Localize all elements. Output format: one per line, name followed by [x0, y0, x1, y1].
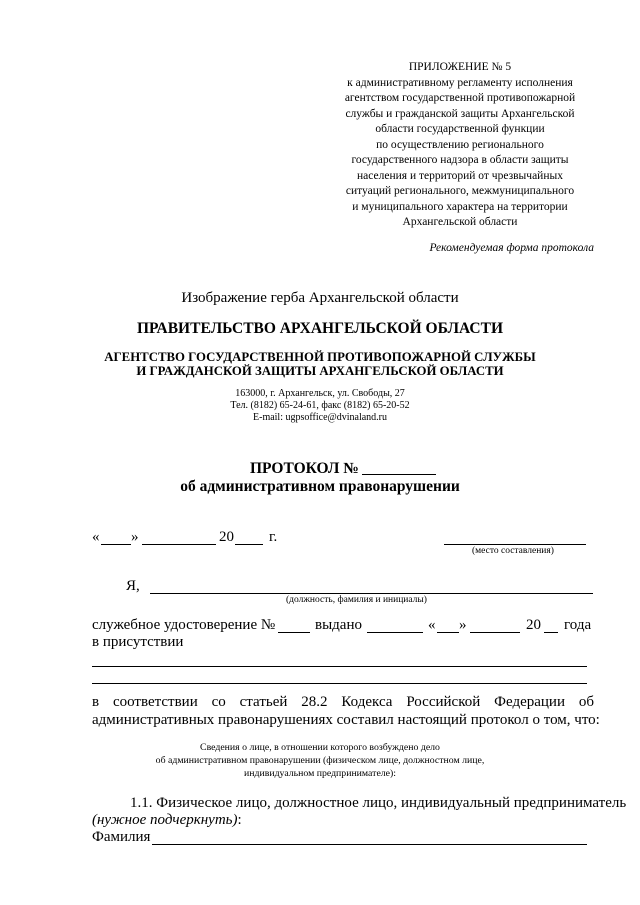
appendix-line: агентством государственной противопожарной [344, 92, 576, 104]
appendix-line: населения и территорий от чрезвычайных [357, 169, 563, 182]
surname-field[interactable] [152, 844, 587, 845]
appendix-title: ПРИЛОЖЕНИЕ № 5 [408, 61, 512, 73]
date-year-prefix: 20 [219, 529, 234, 545]
i-label: Я, [126, 578, 140, 594]
item-1-1-note: (нужное подчеркнуть) [92, 812, 238, 828]
appendix-line: ситуаций регионального, межмуниципального [345, 185, 575, 197]
protocol-title: ПРОТОКОЛ № [250, 460, 359, 477]
date-year-field[interactable] [235, 544, 263, 545]
certificate-open-quote: « [428, 617, 436, 633]
certificate-year-field[interactable] [544, 632, 558, 633]
certificate-issued-by-field[interactable] [367, 632, 423, 633]
protocol-number-field[interactable] [362, 474, 436, 475]
date-year-suffix: г. [269, 529, 278, 545]
protocol-subtitle: об административном правонарушении [180, 478, 460, 495]
certificate-issued-label: выдано [315, 617, 362, 633]
agency-email: E-mail: ugpsoffice@dvinaland.ru [253, 412, 387, 423]
coat-of-arms-placeholder: Изображение герба Архангельской области [181, 290, 459, 306]
appendix-line: службы и гражданской защиты Архангельской [345, 107, 575, 120]
appendix-block [312, 60, 608, 231]
appendix-line: к административному регламенту исполнения [347, 76, 573, 89]
item-1-1-colon: : [237, 812, 242, 828]
certificate-number-field[interactable] [278, 632, 310, 633]
agency-address: 163000, г. Архангельск, ул. Свободы, 27 [235, 388, 405, 399]
presence-field-line2[interactable] [92, 683, 587, 684]
info-note-line1: Сведения о лице, в отношении которого возбуждено дело [200, 742, 440, 753]
date-open-quote: « [92, 529, 100, 545]
recommended-form-note: Рекомендуемая форма протокола [429, 242, 594, 254]
certificate-year-suffix: года [564, 617, 592, 633]
agency-phone: Тел. (8182) 65-24-61, факс (8182) 65-20-52 [230, 400, 410, 411]
info-note-line3: индивидуальном предпринимателе): [243, 768, 397, 779]
certificate-label: служебное удостоверение № [92, 617, 276, 633]
certificate-day-field[interactable] [437, 632, 459, 633]
place-caption: (место составления) [472, 546, 554, 556]
item-1-1-text: 1.1. Физическое лицо, должностное лицо, индивидуальный предприниматель [130, 795, 627, 811]
agency-title-line1: АГЕНТСТВО ГОСУДАРСТВЕННОЙ ПРОТИВОПОЖАРНОЙ СЛУЖБЫ [104, 350, 536, 364]
appendix-line: государственного надзора в области защиты [351, 154, 569, 166]
government-title: ПРАВИТЕЛЬСТВО АРХАНГЕЛЬСКОЙ ОБЛАСТИ [136, 320, 503, 337]
appendix-line: области государственной функции [375, 123, 545, 135]
date-day-field[interactable] [101, 544, 131, 545]
appendix-line: и муниципального характера на территории [352, 200, 568, 213]
appendix-line: Архангельской области [402, 216, 518, 228]
date-close-quote: » [131, 529, 139, 545]
accordance-line1: в соответствии со статьей 28.2 Кодекса Российской Федерации об [92, 694, 594, 710]
appendix-line: по осуществлению регионального [376, 138, 544, 151]
info-note-line2: об административном правонарушении (физическом лице, должностном лице, [155, 755, 485, 766]
accordance-line2: административных правонарушениях составил настоящий протокол о том, что: [92, 712, 600, 728]
position-caption: (должность, фамилия и инициалы) [286, 595, 427, 605]
certificate-year-prefix: 20 [526, 617, 541, 633]
certificate-month-field[interactable] [470, 632, 520, 633]
position-name-field[interactable] [150, 593, 593, 594]
certificate-close-quote: » [459, 617, 467, 633]
date-month-field[interactable] [142, 544, 216, 545]
agency-title-line2: И ГРАЖДАНСКОЙ ЗАЩИТЫ АРХАНГЕЛЬСКОЙ ОБЛАСТИ [136, 364, 504, 378]
surname-label: Фамилия [92, 829, 151, 845]
presence-field-line1[interactable] [92, 666, 587, 667]
presence-label: в присутствии [92, 634, 184, 650]
place-field[interactable] [444, 544, 586, 545]
